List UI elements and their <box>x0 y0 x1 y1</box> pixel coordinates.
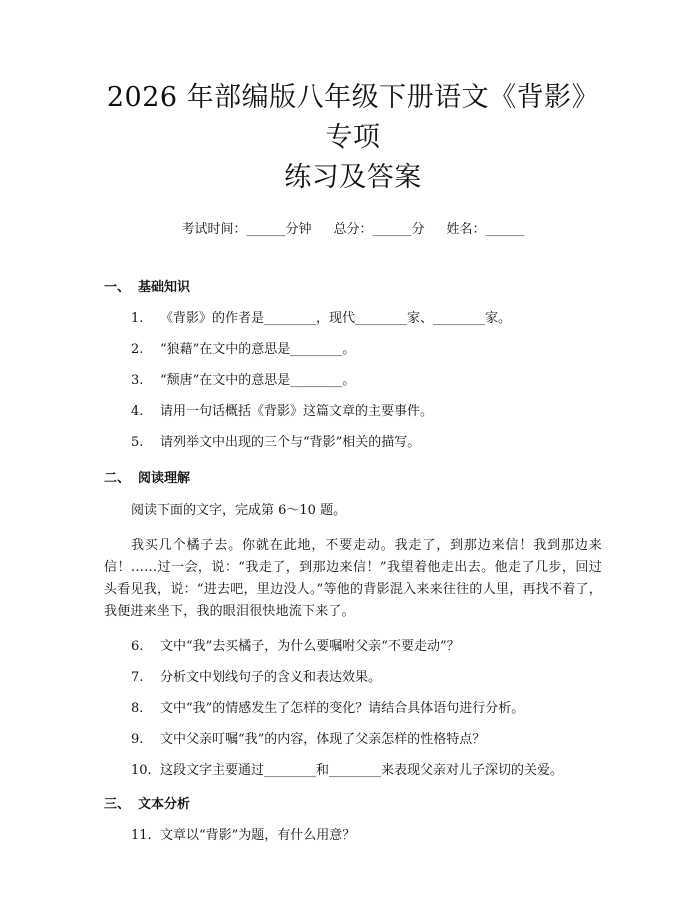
section-number: 二、 <box>104 471 131 486</box>
question-item <box>104 826 602 846</box>
question-item <box>104 371 602 391</box>
document-title <box>104 0 602 198</box>
question-number: 9. <box>131 732 144 747</box>
question-number: 8. <box>131 701 144 716</box>
question-number: 3. <box>131 373 144 388</box>
question-item <box>104 637 602 657</box>
question-item <box>104 340 602 360</box>
question-item <box>104 699 602 719</box>
section-heading-reading <box>104 469 602 489</box>
exam-name: 姓名：______ <box>446 222 525 237</box>
reading-instruction: 阅读下面的文字，完成第 6～10 题。 <box>131 503 347 518</box>
question-text: 文中“我”去买橘子，为什么要嘱咐父亲“不要走动”？ <box>160 639 460 654</box>
question-text: “颓唐”在文中的意思是________。 <box>160 373 356 388</box>
section-title: 基础知识 <box>138 280 191 295</box>
question-text: 请列举文中出现的三个与“背影”相关的描写。 <box>160 435 421 450</box>
question-text: 《背影》的作者是________，现代________家、________家。 <box>160 311 512 326</box>
question-number: 5. <box>131 435 144 450</box>
section-heading-analysis <box>104 795 602 815</box>
reading-passage: 我买几个橘子去。你就在此地，不要走动。我走了，到那边来信！我到那边来信！……过一会，说：“我走了，到那边来信！”我望着他走出去。他走了几步，回过头看见我，说：“进去吧，里边没人。”等他的背影混入来来往往的人里，再找不着了，我便进来坐下，我的眼泪很快地流下来了。 <box>104 538 602 619</box>
question-item <box>104 309 602 329</box>
title-line-2: 练习及答案 <box>284 162 422 193</box>
question-text: “狼藉”在文中的意思是________。 <box>160 342 356 357</box>
question-item <box>104 668 602 688</box>
question-number: 4. <box>131 404 144 419</box>
question-number: 2. <box>131 342 144 357</box>
question-text: 文章以“背影”为题，有什么用意？ <box>160 828 356 843</box>
question-number: 11. <box>131 828 152 843</box>
question-item <box>104 402 602 422</box>
section-heading-basic <box>104 278 602 298</box>
title-line-1: 2026 年部编版八年级下册语文《背影》专项 <box>106 82 600 153</box>
question-item <box>104 730 602 750</box>
question-text: 请用一句话概括《背影》这篇文章的主要事件。 <box>160 404 434 419</box>
question-number: 6. <box>131 639 144 654</box>
question-item <box>104 761 602 781</box>
question-text: 文中“我”的情感发生了怎样的变化？请结合具体语句进行分析。 <box>160 701 525 716</box>
exam-meta <box>104 220 602 240</box>
section-number: 一、 <box>104 280 131 295</box>
section-number: 三、 <box>104 797 131 812</box>
question-text: 分析文中划线句子的含义和表达效果。 <box>160 670 382 685</box>
question-number: 1. <box>131 311 144 326</box>
question-text: 文中父亲叮嘱“我”的内容，体现了父亲怎样的性格特点？ <box>160 732 486 747</box>
section-title: 阅读理解 <box>138 471 191 486</box>
section-title: 文本分析 <box>138 797 191 812</box>
question-number: 10. <box>131 763 152 778</box>
question-text: 这段文字主要通过________和________来表现父亲对儿子深切的关爱。 <box>160 763 564 778</box>
question-number: 7. <box>131 670 144 685</box>
question-item <box>104 433 602 453</box>
exam-time: 考试时间：______分钟 <box>181 222 312 237</box>
exam-score: 总分：______分 <box>333 222 425 237</box>
